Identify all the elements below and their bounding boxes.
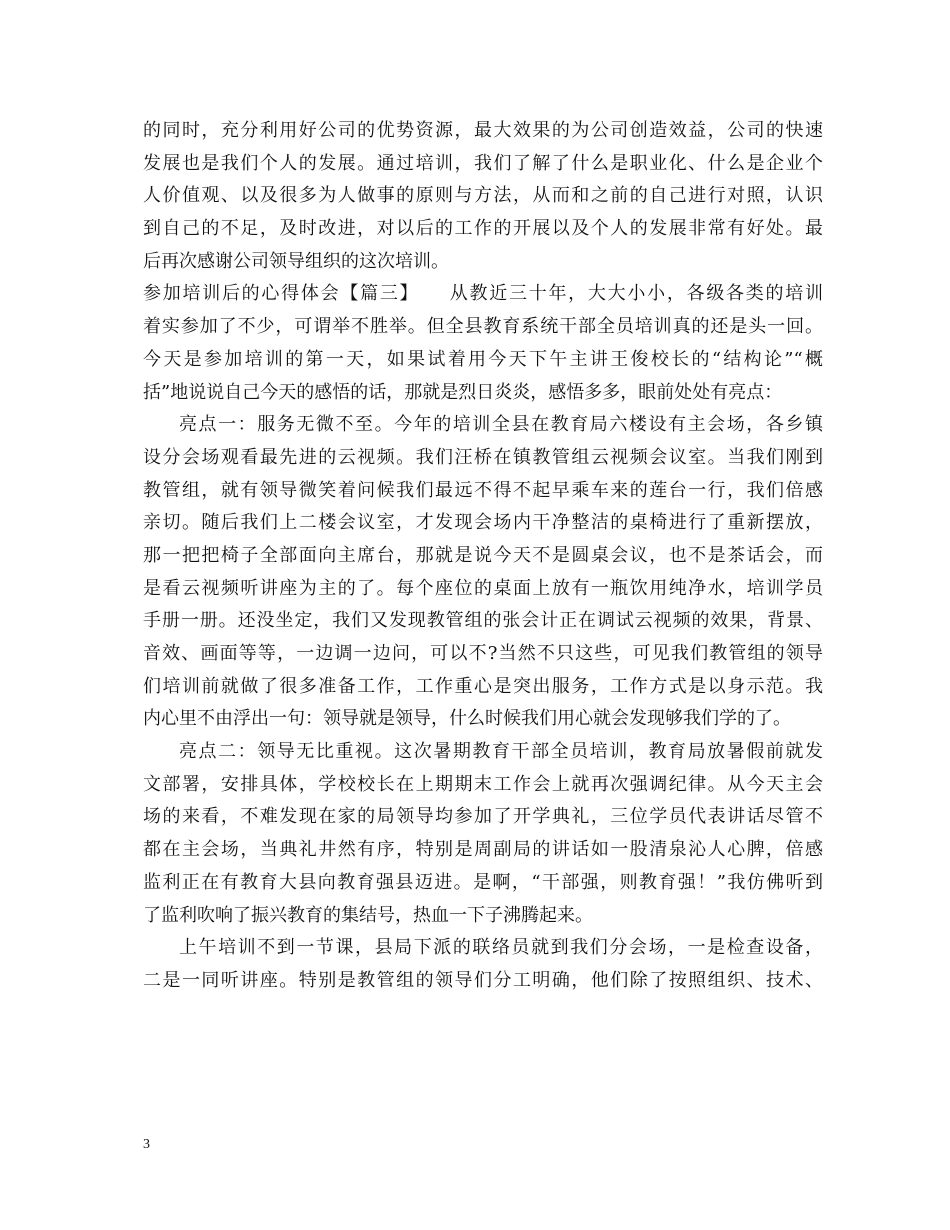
text-line: 上午培训不到一节课，县局下派的联络员就到我们分会场，一是检查设备， — [179, 937, 823, 959]
text-line: 亲切。随后我们上二楼会议室，才发现会场内干净整洁的桌椅进行了重新摆放， — [143, 512, 823, 534]
text-line: 的同时，充分利用好公司的优势资源，最大效果的为公司创造效益，公司的快速 — [143, 120, 823, 141]
text-line: 着实参加了不少，可谓举不胜举。但全县教育系统干部全员培训真的还是头一回。 — [143, 316, 823, 338]
text-line: 发展也是我们个人的发展。通过培训，我们了解了什么是职业化、什么是企业个 — [143, 152, 823, 174]
text-line: 手册一册。还没坐定，我们又发现教管组的张会计正在调试云视频的效果，背景、 — [143, 610, 823, 632]
text-line: 都在主会场，当典礼井然有序，特别是周副局的讲话如一股清泉沁人心脾，倍感 — [143, 839, 823, 861]
text-line: 到自己的不足，及时改进，对以后的工作的开展以及个人的发展非常有好处。最 — [143, 218, 823, 240]
text-line: 监利正在有教育大县向教育强县迈进。是啊，“干部强，则教育强！”我仿佛听到 — [143, 871, 823, 893]
text-line: 文部署，安排具体，学校校长在上期期末工作会上就再次强调纪律。从今天主会 — [143, 773, 823, 795]
text-line: 是看云视频听讲座为主的了。每个座位的桌面上放有一瓶饮用纯净水，培训学员 — [143, 577, 823, 599]
text-line: 教管组，就有领导微笑着问候我们最远不得不起早乘车来的莲台一行，我们倍感 — [143, 479, 823, 501]
page-number: 3 — [143, 1137, 150, 1152]
text-line: 亮点二：领导无比重视。这次暑期教育干部全员培训，教育局放暑假前就发 — [179, 741, 823, 763]
text-line: 音效、画面等等，一边调一边问，可以不?当然不只这些，可见我们教管组的领导 — [143, 643, 823, 664]
text-line: 们培训前就做了很多准备工作，工作重心是突出服务，工作方式是以身示范。我 — [143, 675, 823, 697]
text-line: 后再次感谢公司领导组织的这次培训。 — [143, 250, 449, 272]
text-line: 设分会场观看最先进的云视频。我们汪桥在镇教管组云视频会议室。当我们刚到 — [143, 446, 823, 468]
text-line: 场的来看，不难发现在家的局领导均参加了开学典礼，三位学员代表讲话尽管不 — [143, 806, 823, 828]
text-line: 人价值观、以及很多为人做事的原则与方法，从而和之前的自己进行对照，认识 — [143, 185, 823, 207]
text-line: 参加培训后的心得体会【篇三】 从教近三十年，大大小小，各级各类的培训 — [143, 283, 823, 305]
text-line: 那一把把椅子全部面向主席台，那就是说今天不是圆桌会议，也不是茶话会，而 — [143, 544, 823, 566]
text-line: 内心里不由浮出一句：领导就是领导，什么时候我们用心就会发现够我们学的了。 — [143, 708, 791, 730]
text-line: 二是一同听讲座。特别是教管组的领导们分工明确，他们除了按照组织、技术、 — [143, 969, 823, 991]
text-line: 了监利吹响了振兴教育的集结号，热血一下子沸腾起来。 — [143, 904, 593, 926]
text-line: 括”地说说自己今天的感悟的话，那就是烈日炎炎，感悟多多，眼前处处有亮点： — [143, 381, 783, 403]
document-body — [143, 115, 823, 998]
text-line: 亮点一：服务无微不至。今年的培训全县在教育局六楼设有主会场，各乡镇 — [179, 414, 823, 436]
text-line: 今天是参加培训的第一天，如果试着用今天下午主讲王俊校长的“结构论”“概 — [143, 348, 823, 370]
